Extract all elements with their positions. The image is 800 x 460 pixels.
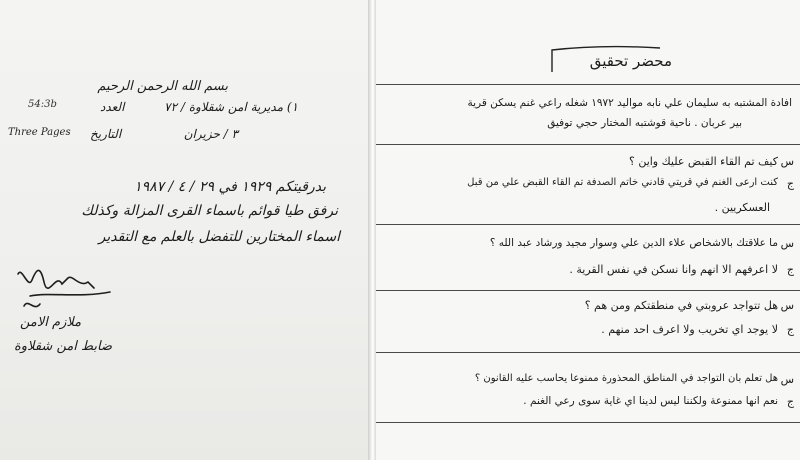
page-gutter — [368, 0, 376, 460]
qa-text: لا يوجد اي تخريب ولا اعرف احد منهم . — [601, 323, 778, 336]
basmala: بسم الله الرحمن الرحيم — [97, 79, 228, 94]
letter-line-1: بدرقيتكم ١٩٢٩ في ٢٩ / ٤ / ١٩٨٧ — [134, 179, 326, 195]
qa-text: لا اعرفهم الا انهم وانا نسكن في نفس القرية . — [569, 263, 778, 276]
qa-text: هل تعلم بان التواجد في المناطق المحذورة ممنوعا يحاسب عليه القانون ؟ — [474, 373, 778, 384]
qa-marker: ج — [786, 263, 794, 276]
directorate-line: ١) مديرية امن شقلاوة / ٧٢ — [164, 100, 298, 114]
reference-number: 54:3b — [28, 99, 57, 110]
qa-marker: ج — [786, 395, 794, 408]
qa-text: كيف تم القاء القبض عليك واين ؟ — [628, 155, 778, 168]
document-title: محضر تحقيق — [589, 52, 672, 70]
investigation-page — [376, 0, 800, 460]
qa-text: العسكريين . — [714, 201, 770, 214]
number-label: العدد — [100, 100, 125, 114]
qa-marker: س — [780, 299, 794, 312]
qa-marker: س — [780, 155, 794, 168]
intro-line-2: بير عربان . ناحية قوشتبه المختار حجي توفيق — [547, 117, 742, 129]
qa-text: هل تتواجد عروبتي في منطقتكم ومن هم ؟ — [584, 299, 778, 312]
letter-line-2: نرفق طيا قوائم باسماء القرى المزالة وكذلك — [81, 203, 338, 219]
qa-text: نعم انها ممنوعة ولكننا ليس لدينا اي غاية سوى رعي الغنم . — [523, 395, 778, 407]
letter-page — [0, 0, 368, 460]
date-value: ٣ / حزيران — [183, 127, 238, 141]
signer-rank: ملازم الامن — [20, 315, 82, 330]
qa-marker: ج — [786, 323, 794, 336]
divider — [376, 144, 800, 145]
divider — [376, 290, 800, 291]
date-label: التاريخ — [90, 127, 122, 141]
signer-title: ضابط امن شقلاوة — [14, 339, 113, 354]
qa-marker: ج — [786, 177, 794, 190]
qa-marker: س — [780, 373, 794, 386]
letter-line-3: اسماء المختارين للتفضل بالعلم مع التقدير — [98, 229, 340, 245]
margin-note: Three Pages — [8, 127, 71, 138]
divider — [376, 84, 800, 85]
qa-text: ما علاقتك بالاشخاص علاء الدين علي وسوار مجيد ورشاد عبد الله ؟ — [489, 237, 778, 249]
divider — [376, 224, 800, 225]
divider — [376, 422, 800, 423]
qa-marker: س — [780, 237, 794, 250]
intro-line-1: افادة المشتبه به سليمان علي نابه مواليد ١٩٧٢ شغله راعي غنم يسكن قرية — [467, 97, 792, 109]
divider — [376, 352, 800, 353]
qa-text: كنت ارعى الغنم في قريتي قادني خاتم الصدفة تم القاء القبض علي من قبل — [467, 177, 778, 188]
